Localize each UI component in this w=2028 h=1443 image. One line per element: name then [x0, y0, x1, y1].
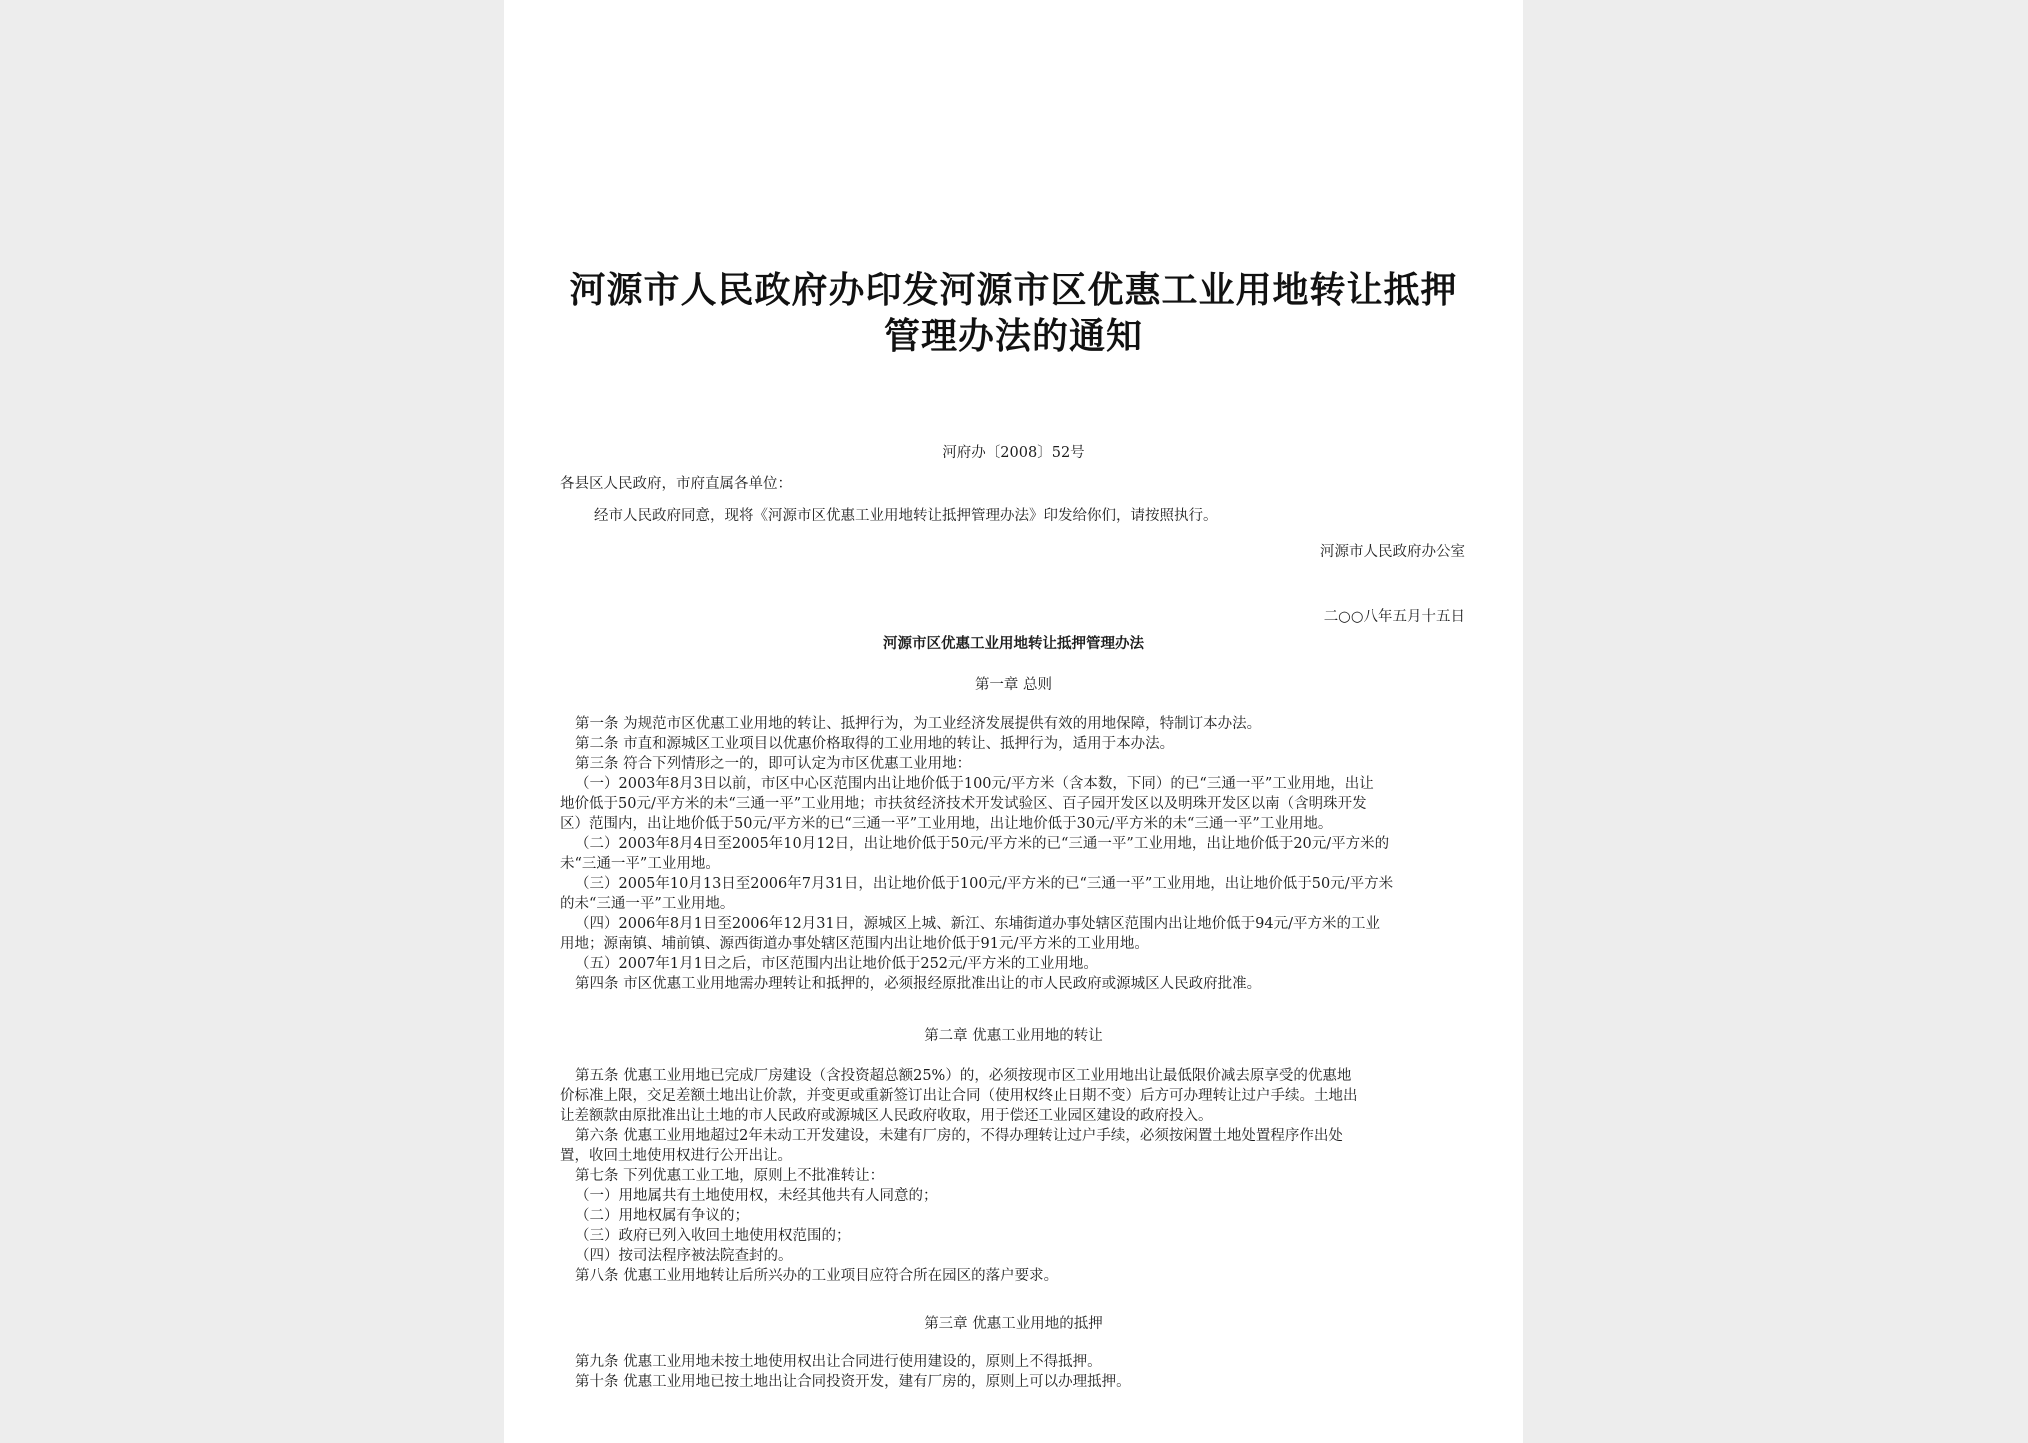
text-line: 的未“三通一平”工业用地。 [560, 896, 735, 912]
chapter1-body [560, 714, 1393, 994]
text-line: （三）政府已列入收回土地使用权范围的； [575, 1228, 851, 1244]
text-line: 第八条 优惠工业用地转让后所兴办的工业项目应符合所在园区的落户要求。 [575, 1268, 1059, 1284]
text-line: 区）范围内，出让地价低于50元/平方米的已“三通一平”工业用地，出让地价低于30元/平方米的未“三通一平”工业用地。 [560, 816, 1333, 832]
document-title-line1: 河源市人民政府办印发河源市区优惠工业用地转让抵押 [569, 269, 1458, 311]
text-line: （二）用地权属有争议的； [575, 1208, 749, 1224]
intro-paragraph: 经市人民政府同意，现将《河源市区优惠工业用地转让抵押管理办法》印发给你们，请按照执行。 [594, 508, 1218, 524]
text-line: 用地；源南镇、埔前镇、源西街道办事处辖区范围内出让地价低于91元/平方米的工业用地。 [560, 936, 1149, 952]
text-line: 第六条 优惠工业用地超过2年未动工开发建设，未建有厂房的，不得办理转让过户手续，必须按闲置土地处置程序作出处 [575, 1128, 1343, 1144]
chapter-heading: 第三章 优惠工业用地的抵押 [924, 1316, 1103, 1332]
text-line: 未“三通一平”工业用地。 [560, 856, 720, 872]
chapter-heading: 第二章 优惠工业用地的转让 [924, 1028, 1103, 1044]
text-line: 第九条 优惠工业用地未按土地使用权出让合同进行使用建设的，原则上不得抵押。 [575, 1354, 1102, 1370]
chapter3-body [560, 1352, 1131, 1392]
text-line: 让差额款由原批准出让土地的市人民政府或源城区人民政府收取，用于偿还工业园区建设的政府投入。 [560, 1108, 1213, 1124]
text-line: 价标准上限，交足差额土地出让价款，并变更或重新签订出让合同（使用权终止日期不变）后方可办理转让过户手续。土地出 [560, 1088, 1358, 1104]
document-title-line2: 管理办法的通知 [883, 315, 1143, 357]
text-line: 第五条 优惠工业用地已完成厂房建设（含投资超总额25%）的，必须按现市区工业用地出让最低限价减去原享受的优惠地 [575, 1068, 1352, 1084]
chapter2-body [560, 1066, 1358, 1286]
text-line: 第二条 市直和源城区工业项目以优惠价格取得的工业用地的转让、抵押行为，适用于本办法。 [575, 736, 1175, 752]
subtitle: 河源市区优惠工业用地转让抵押管理办法 [883, 635, 1144, 652]
text-line: 地价低于50元/平方米的未“三通一平”工业用地；市扶贫经济技术开发试验区、百子园开发区以及明珠开发区以南（含明珠开发 [560, 796, 1367, 812]
text-line: 第一条 为规范市区优惠工业用地的转让、抵押行为，为工业经济发展提供有效的用地保障，特制订本办法。 [575, 716, 1262, 732]
text-line: （三）2005年10月13日至2006年7月31日，出让地价低于100元/平方米的已“三通一平”工业用地，出让地价低于50元/平方米 [575, 876, 1394, 892]
text-line: （一）用地属共有土地使用权，未经其他共有人同意的； [575, 1188, 938, 1204]
text-line: （二）2003年8月4日至2005年10月12日，出让地价低于50元/平方米的已“三通一平”工业用地，出让地价低于20元/平方米的 [575, 836, 1390, 852]
text-line: 第七条 下列优惠工业工地，原则上不批准转让： [575, 1168, 885, 1184]
text-line: 第三条 符合下列情形之一的，即可认定为市区优惠工业用地： [575, 756, 972, 772]
issuer: 河源市人民政府办公室 [1320, 544, 1465, 560]
issue-date: 二○○八年五月十五日 [1323, 609, 1465, 625]
document-number: 河府办〔2008〕52号 [942, 445, 1085, 461]
text-line: （四）按司法程序被法院查封的。 [575, 1248, 793, 1264]
text-line: 第十条 优惠工业用地已按土地出让合同投资开发，建有厂房的，原则上可以办理抵押。 [575, 1374, 1131, 1390]
text-line: （一）2003年8月3日以前，市区中心区范围内出让地价低于100元/平方米（含本数，下同）的已“三通一平”工业用地，出让 [575, 776, 1374, 792]
addressee: 各县区人民政府，市府直属各单位： [560, 476, 792, 492]
chapter-heading: 第一章 总则 [974, 677, 1053, 693]
text-line: （五）2007年1月1日之后，市区范围内出让地价低于252元/平方米的工业用地。 [575, 956, 1098, 972]
text-line: 置，收回土地使用权进行公开出让。 [560, 1148, 792, 1164]
document-page [504, 0, 1523, 1443]
text-line: 第四条 市区优惠工业用地需办理转让和抵押的，必须报经原批准出让的市人民政府或源城区人民政府批准。 [575, 976, 1262, 992]
text-line: （四）2006年8月1日至2006年12月31日，源城区上城、新江、东埔街道办事处辖区范围内出让地价低于94元/平方米的工业 [575, 916, 1380, 932]
